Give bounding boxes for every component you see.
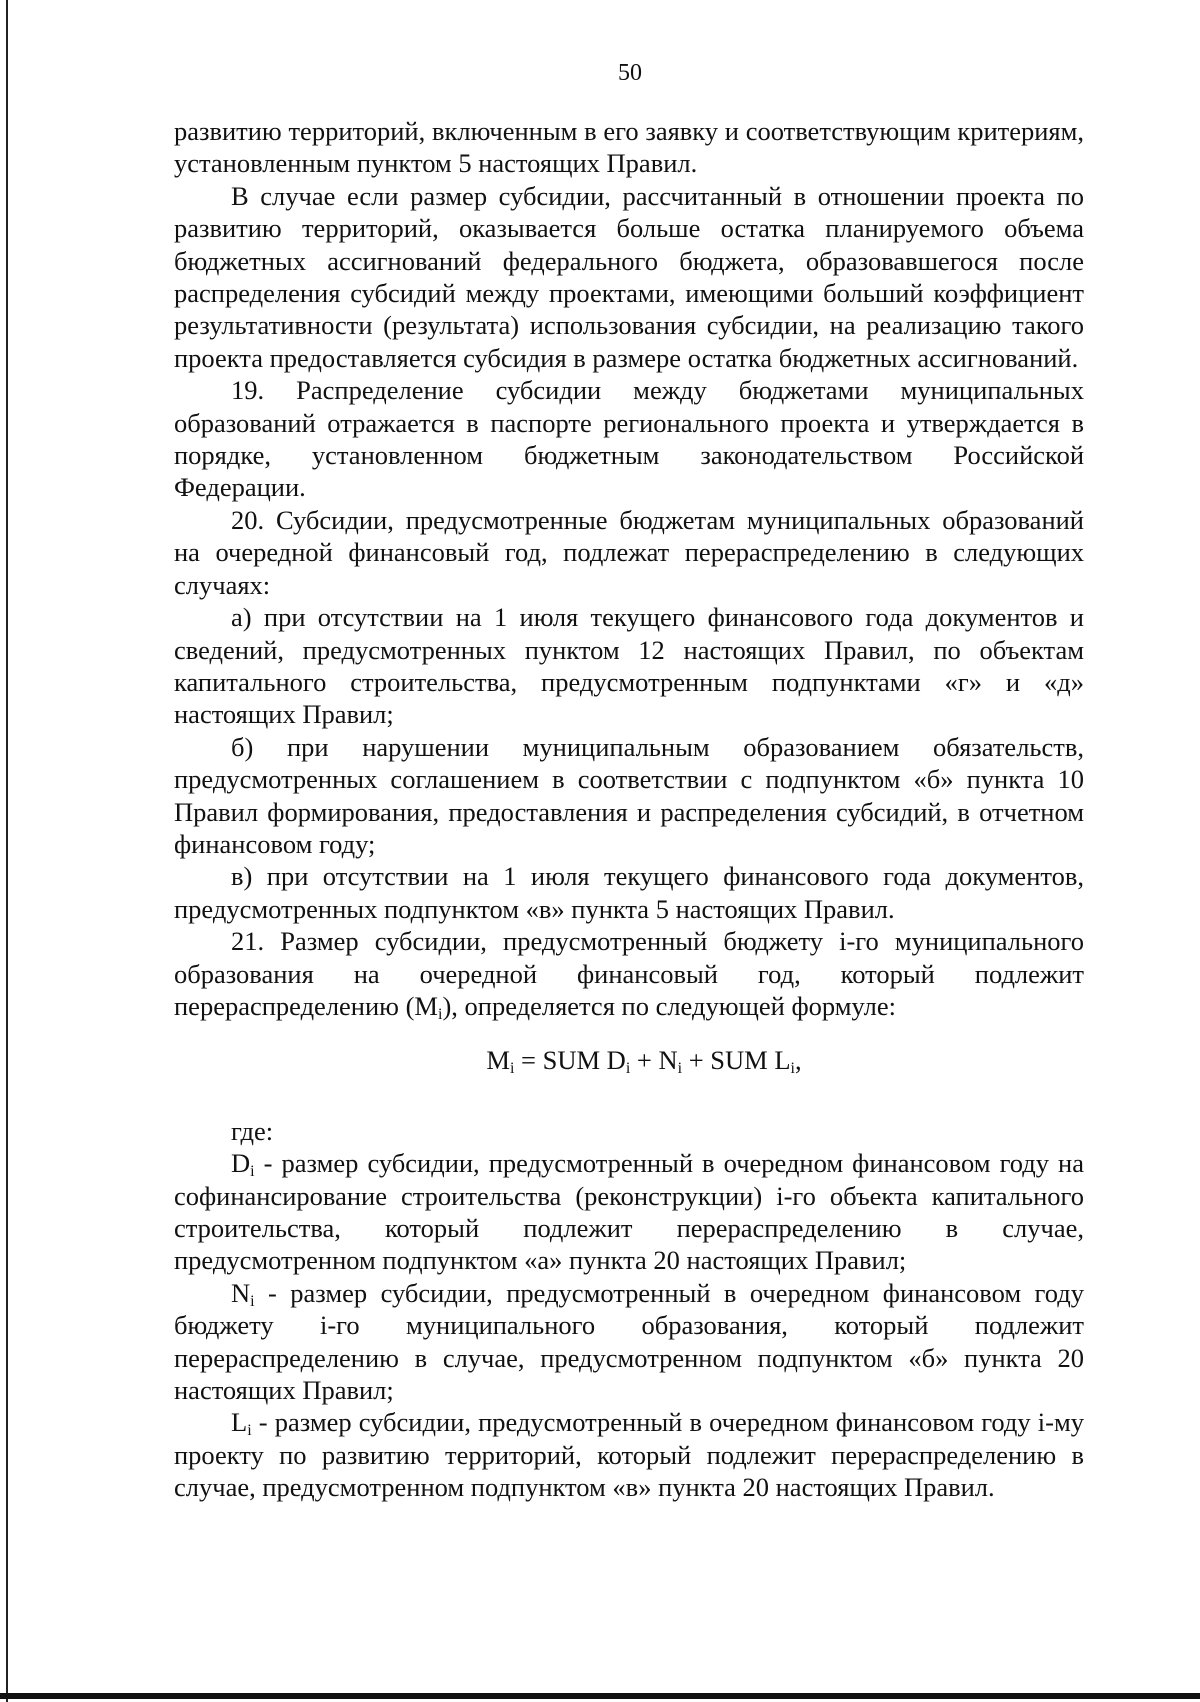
symbol-n-sub: i [250, 1292, 255, 1310]
scan-edge-bottom [0, 1693, 1200, 1699]
formula-sub-m: i [509, 1060, 515, 1078]
formula-plus-n: + N [630, 1045, 678, 1076]
paragraph-19: 19. Распределение субсидии между бюджетами муниципальных образований отражается в паспорте регионального проекта и утверждается в порядке, установленном бюджетным законодательством Российской Федерации. [174, 375, 1084, 503]
definition-n [174, 1277, 1084, 1407]
definition-l [174, 1406, 1084, 1503]
formula-sub-n: i [677, 1060, 683, 1078]
paragraph-20-a: а) при отсутствии на 1 июля текущего финансового года документов и сведений, предусмотренных пунктом 12 настоящих Правил, по объектам капитального строительства, предусмотренным подпунктами «г» и «д» настоящих Правил; [174, 602, 1084, 730]
symbol-d-sub: i [250, 1163, 255, 1181]
where-label: где: [231, 1115, 274, 1146]
symbol-l: L [231, 1407, 248, 1438]
definition-n-text: - размер субсидии, предусмотренный в очередном финансовом году бюджету i-го муниципального образования, который подлежит перераспределению в случае, предусмотренном подпунктом «б» пункта 20 настоящих Правил; [174, 1277, 1084, 1406]
paragraph-20: 20. Субсидии, предусмотренные бюджетам муниципальных образований на очередной финансовый год, подлежат перераспределению в следующих случаях: [174, 504, 1084, 600]
formula-sub-d: i [625, 1060, 631, 1078]
formula-m: M [486, 1045, 510, 1076]
formula-tail: , [794, 1045, 802, 1076]
scan-edge-left [6, 0, 8, 1702]
symbol-d: D [231, 1148, 251, 1179]
formula-sub-l: i [790, 1060, 795, 1078]
definition-l-text: - размер субсидии, предусмотренный в очередном финансовом году i-му проекту по развитию территорий, который подлежит перераспределению в случае, предусмотренном подпунктом «в» пункта 20 настоящих Правил. [174, 1407, 1084, 1503]
paragraph-21-text-a: 21. Размер субсидии, предусмотренный бюджету i-го муниципального образования на очередной финансовый год, который подлежит перераспределению (M [174, 926, 1084, 1021]
formula-eq-sum-d: = SUM D [514, 1045, 626, 1076]
paragraph-21-text-b: ), определяется по следующей формуле: [442, 990, 896, 1021]
paragraph-21 [174, 925, 1084, 1022]
definition-d [174, 1147, 1084, 1277]
document-body [174, 115, 1084, 1504]
paragraph-20-b: б) при нарушении муниципальным образованием обязательств, предусмотренных соглашением в соответствии с подпунктом «б» пункта 10 Правил формирования, предоставления и распределения субсидий, в отчетном финансовом году; [174, 731, 1084, 859]
symbol-l-sub: i [247, 1422, 252, 1440]
paragraph-continuation: развитию территорий, включенным в его заявку и соответствующим критериям, установленным пунктом 5 настоящих Правил. [174, 116, 1084, 179]
paragraph-subsidy-remainder: В случае если размер субсидии, рассчитанный в отношении проекта по развитию территорий, оказывается больше остатка планируемого объема бюджетных ассигнований федерального бюджета, образовавшегося после распределения субсидий между проектами, имеющими больший коэффициент результативности (результата) использования субсидии, на реализацию такого проекта предоставляется субсидия в размере остатка бюджетных ассигнований. [174, 180, 1084, 373]
paragraph-20-v: в) при отсутствии на 1 июля текущего финансового года документов, предусмотренных подпунктом «в» пункта 5 настоящих Правил. [174, 861, 1084, 924]
definition-d-text: - размер субсидии, предусмотренный в очередном финансовом году на софинансирование строительства (реконструкции) i-го объекта капитального строительства, который подлежит перераспределению в случае, предусмотренном подпунктом «а» пункта 20 настоящих Правил; [174, 1148, 1084, 1276]
symbol-n: N [231, 1277, 251, 1308]
paragraph-21-subscript: i [437, 1005, 443, 1023]
formula-plus-sum-l: + SUM L [682, 1045, 791, 1076]
page-number: 50 [618, 60, 642, 86]
formula [174, 1044, 1084, 1076]
